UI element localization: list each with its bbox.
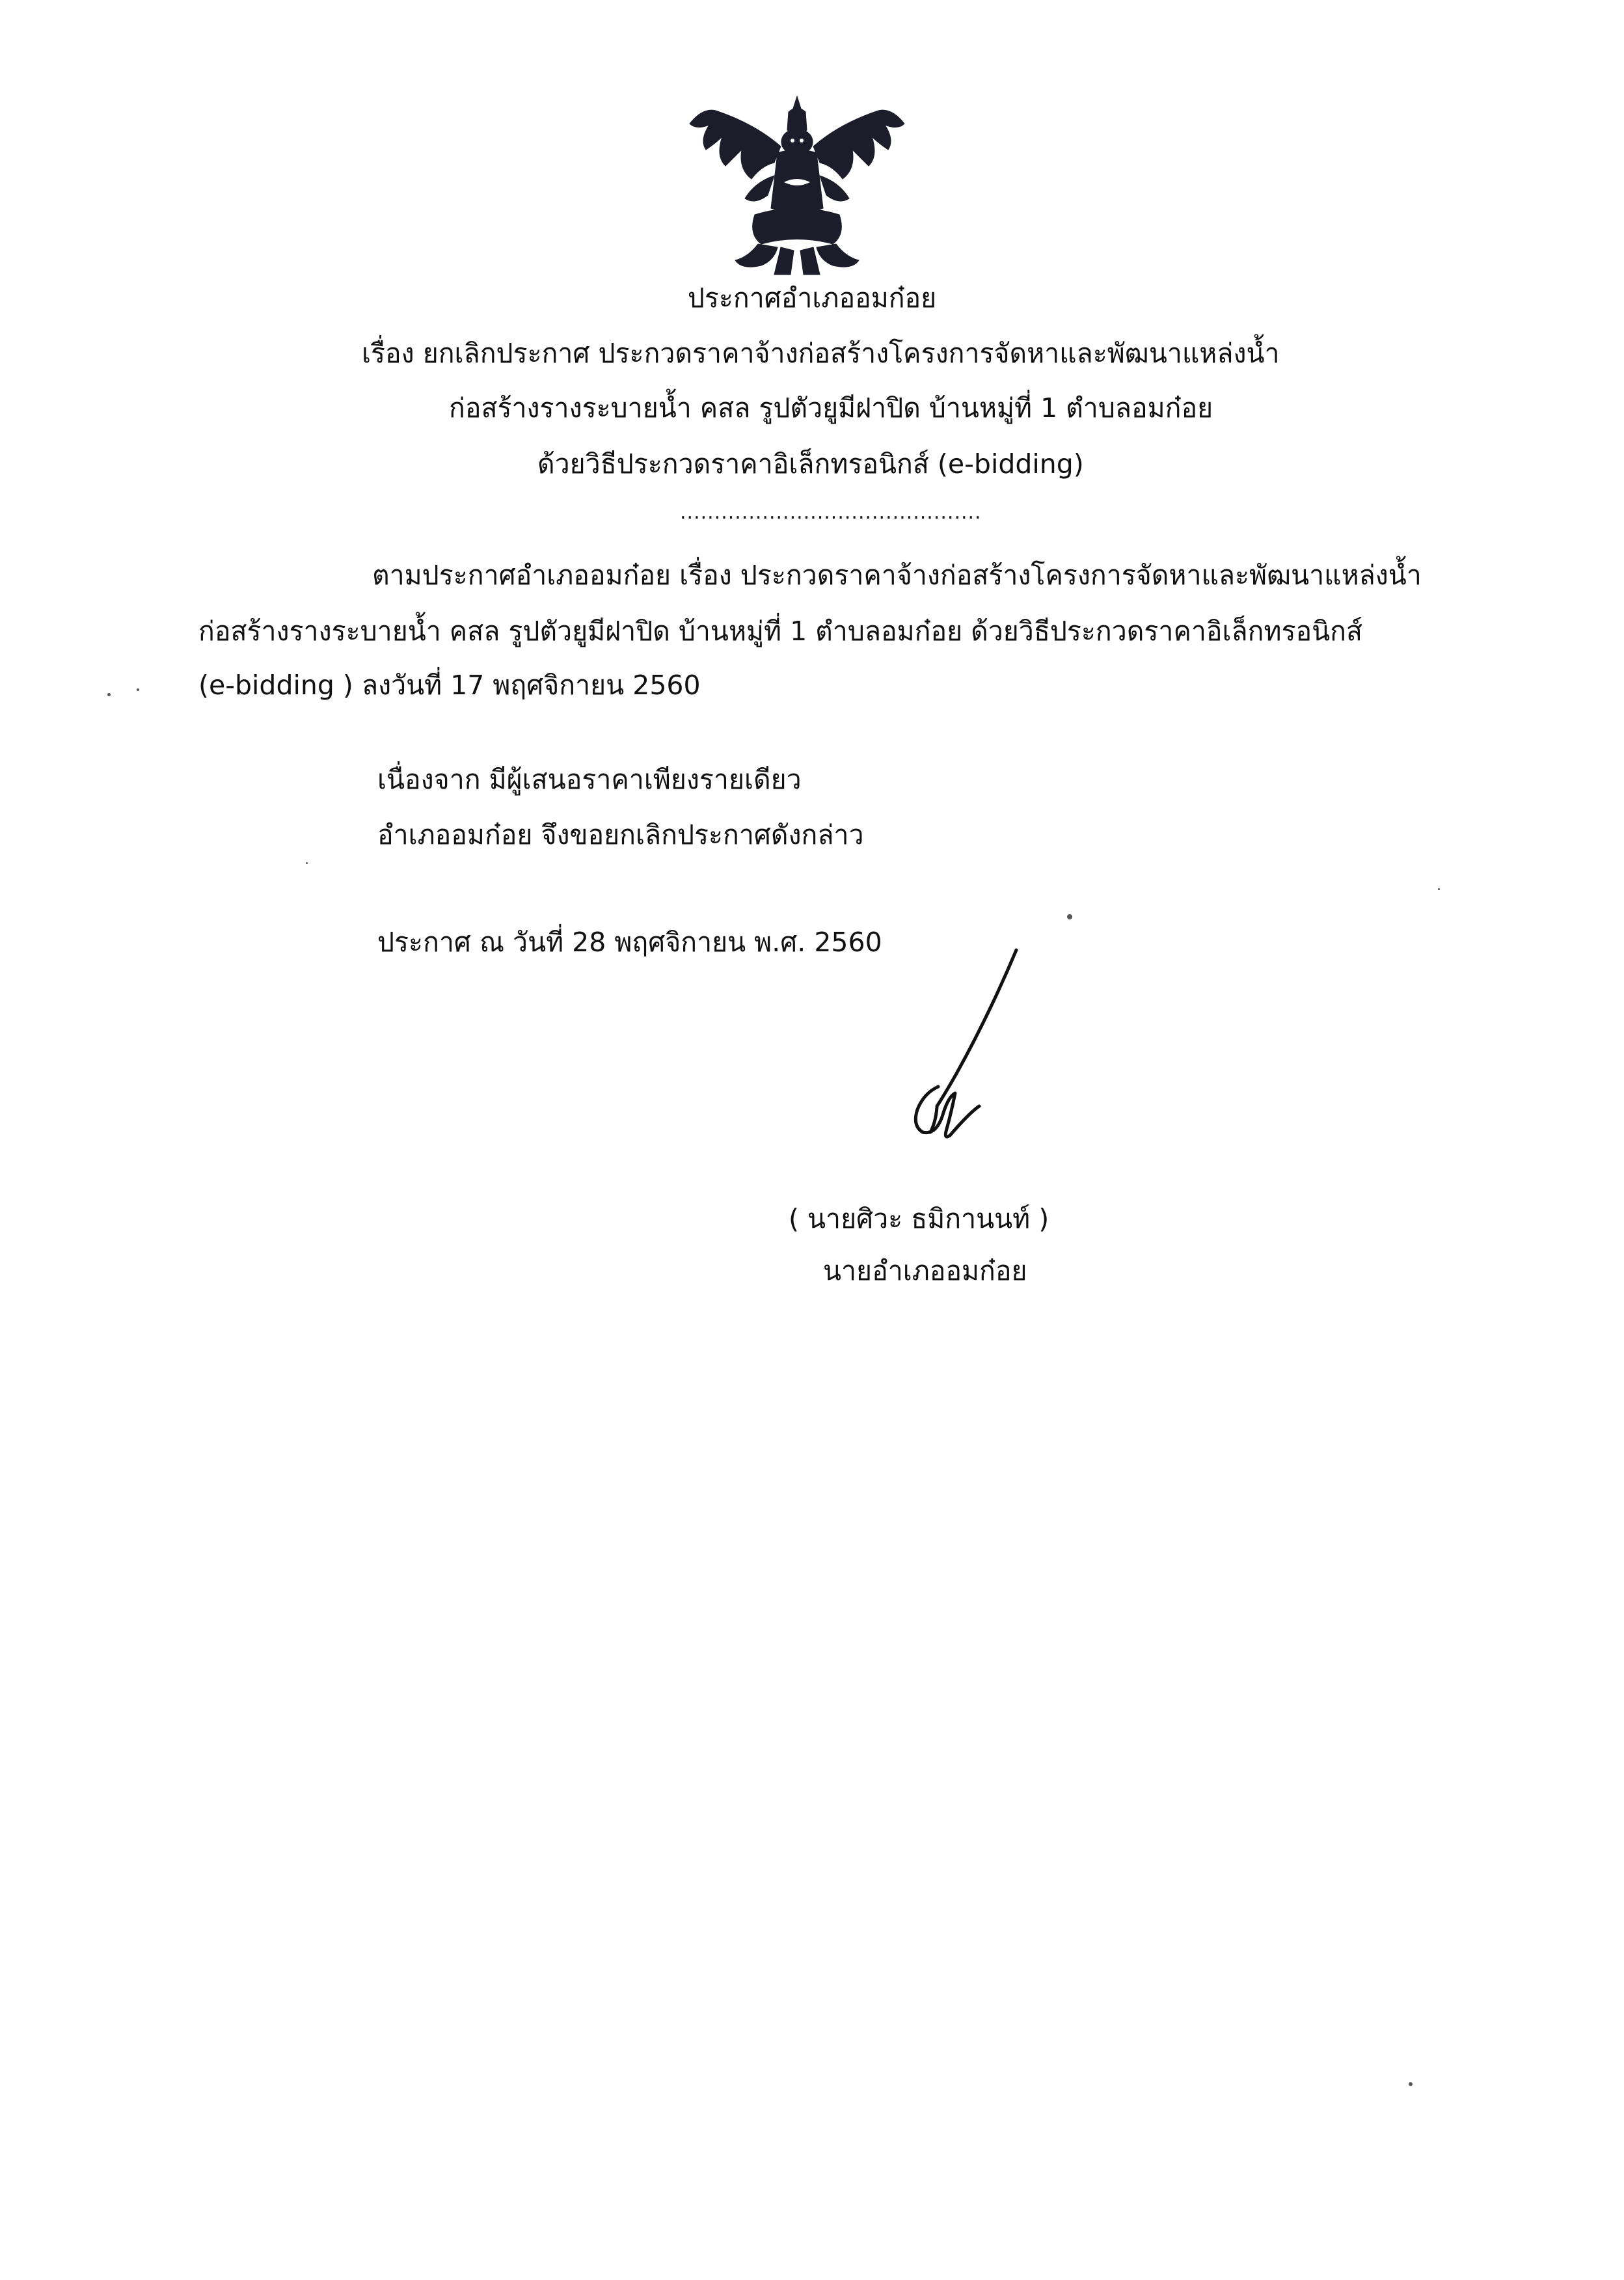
body-paragraph-1-line-3: (e-bidding ) ลงวันที่ 17 พฤศจิกายน 2560 — [198, 670, 701, 701]
handwritten-signature — [839, 937, 1054, 1178]
ink-dot — [1067, 914, 1072, 919]
body-paragraph-1-line-2: ก่อสร้างรางระบายน้ำ คสล รูปตัวยูมีฝาปิด บ้านหมู่ที่ 1 ตำบลอมก๋อย ด้วยวิธีประกวดราคาอิเล็กทรอนิกส์ — [198, 616, 1363, 647]
scan-speck — [1438, 888, 1440, 890]
subject-line-1: เรื่อง ยกเลิกประกาศ ประกวดราคาจ้างก่อสร้างโครงการจัดหาและพัฒนาแหล่งน้ำ — [362, 338, 1280, 369]
garuda-emblem — [677, 85, 917, 280]
announcement-title: ประกาศอำเภออมก๋อย — [687, 282, 937, 314]
subject-line-3: ด้วยวิธีประกวดราคาอิเล็กทรอนิกส์ (e-bidding) — [537, 448, 1084, 480]
signer-position: นายอำเภออมก๋อย — [823, 1255, 1027, 1286]
scan-speck — [1409, 2082, 1413, 2086]
body-paragraph-2-line-1: เนื่องจาก มีผู้เสนอราคาเพียงรายเดียว — [377, 764, 802, 795]
separator-dots: ............................................ — [680, 501, 982, 524]
signer-name: ( นายศิวะ ธมิกานนท์ ) — [789, 1203, 1049, 1234]
scan-speck — [306, 862, 308, 864]
announcement-date: ประกาศ ณ วันที่ 28 พฤศจิกายน พ.ศ. 2560 — [377, 927, 882, 958]
scan-speck — [137, 688, 139, 691]
body-paragraph-2-line-2: อำเภออมก๋อย จึงขอยกเลิกประกาศดังกล่าว — [377, 819, 864, 850]
body-paragraph-1-line-1: ตามประกาศอำเภออมก๋อย เรื่อง ประกวดราคาจ้างก่อสร้างโครงการจัดหาและพัฒนาแหล่งน้ำ — [372, 560, 1422, 591]
subject-line-2: ก่อสร้างรางระบายน้ำ คสล รูปตัวยูมีฝาปิด บ้านหมู่ที่ 1 ตำบลอมก๋อย — [449, 392, 1213, 424]
scan-speck — [107, 693, 111, 696]
